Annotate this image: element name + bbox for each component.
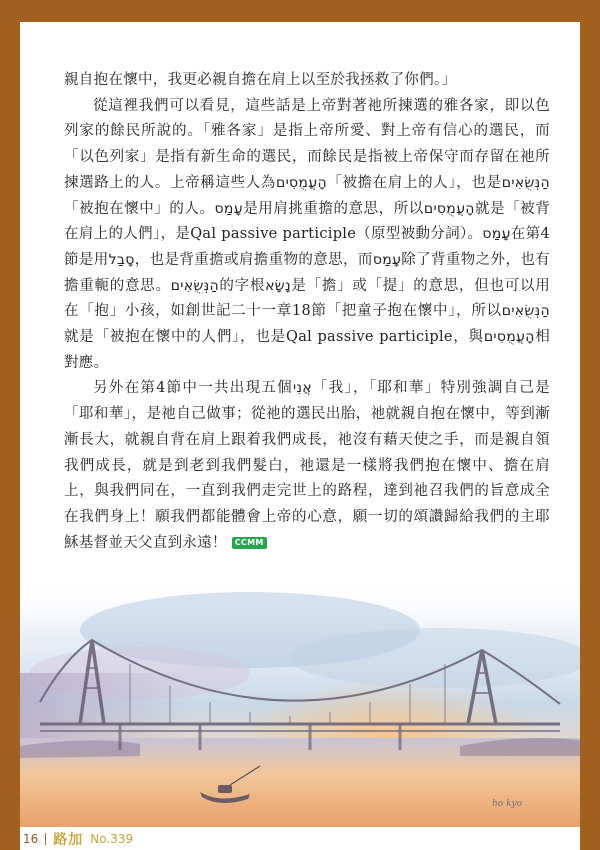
text-run: 是用肩挑重擔的意思，所以 [242, 200, 424, 217]
hebrew-word: עָמַס [482, 226, 511, 243]
page-number: 16 [23, 831, 39, 846]
text-run: 就是「被背在肩上的人們」，是Qal passive participle（原型被動分詞）。 [64, 200, 551, 243]
hebrew-word: הָעֲמֻסִים [483, 329, 535, 346]
hebrew-word: סָבַל [108, 251, 135, 268]
text-run: 除了背重物之外，也有擔重軛的意思。 [64, 251, 550, 294]
text-run: ，也是背重擔或肩擔重物的意思，而 [134, 251, 373, 268]
issue-number: No.339 [90, 831, 134, 846]
bridge-watercolor-illustration [20, 578, 580, 828]
page [20, 22, 580, 828]
paragraph-1 [64, 68, 550, 94]
paragraph-2 [64, 94, 550, 377]
hebrew-word: הַנְּשֻׂאִים [501, 303, 550, 320]
hebrew-word: עָמַס [372, 251, 402, 268]
text-run: 是「擔」或「提」的意思，但也可以用在「抱」小孩，如創世記二十一章18節「把童子抱在懷中」，所以 [64, 277, 550, 320]
article-body [64, 68, 550, 556]
magazine-logo: 路加 [53, 831, 84, 848]
footer-divider [45, 833, 46, 845]
text-run: 從這裡我們可以看見，這些話是上帝對著祂所揀選的雅各家，即以色列家的餘民所說的。「雅各家」是指上帝所愛、對上帝有信心的選民，而「以色列家」是指有新生命的選民，而餘民是指被上帝保守而存留在祂所揀選路上的人。上帝稱這些人為 [64, 97, 550, 191]
paragraph-3 [64, 376, 550, 556]
text-run: 在第4節是用 [64, 226, 550, 268]
artist-signature: ho kyo [492, 799, 523, 809]
page-footer [20, 827, 580, 850]
hebrew-word: הַנְּשֻׂאִים [170, 277, 219, 294]
text-run: 「我」，「耶和華」特別強調自己是「耶和華」，是祂自己做事；從祂的選民出胎，祂就親自抱在懷中，等到漸漸長大，就親自背在肩上跟着我們成長，祂沒有藉天使之手，而是親自領我們成長，就是到老到我們髮白，祂還是一樣將我們抱在懷中、擔在肩上，與我們同在，一直到我們走完世上的路程，達到祂召我們的旨意成全在我們身上！願我們都能體會上帝的心意，願一切的頌讚歸給我們的主耶穌基督並天父直到永遠！ [64, 380, 550, 551]
paragraph-1-text: 親自抱在懷中，我更必親自擔在肩上以至於我拯救了你們。」 [64, 72, 457, 88]
text-run: 的字根 [218, 277, 266, 294]
ccmm-badge: CCMM [232, 537, 267, 549]
hebrew-word: נָשָׂא [265, 277, 291, 294]
text-run: 「被抱在懷中」的人。 [64, 200, 215, 217]
text-run: 相對應。 [64, 329, 550, 371]
hebrew-word: עָמַס [214, 200, 243, 217]
text-run: 「被擔在肩上的人」，也是 [326, 174, 502, 191]
text-run: 另外在第4節中一共出現五個 [93, 380, 293, 397]
hebrew-word: אֲנִי [292, 380, 312, 397]
hebrew-word: הַנְּשֻׂאִים [501, 174, 550, 191]
text-run: 就是「被抱在懷中的人們」，也是Qal passive participle，與 [64, 329, 484, 346]
hebrew-word: הָעֲמֻסִים [276, 174, 327, 191]
hebrew-word: הָעֲמֻסִים [423, 200, 475, 217]
